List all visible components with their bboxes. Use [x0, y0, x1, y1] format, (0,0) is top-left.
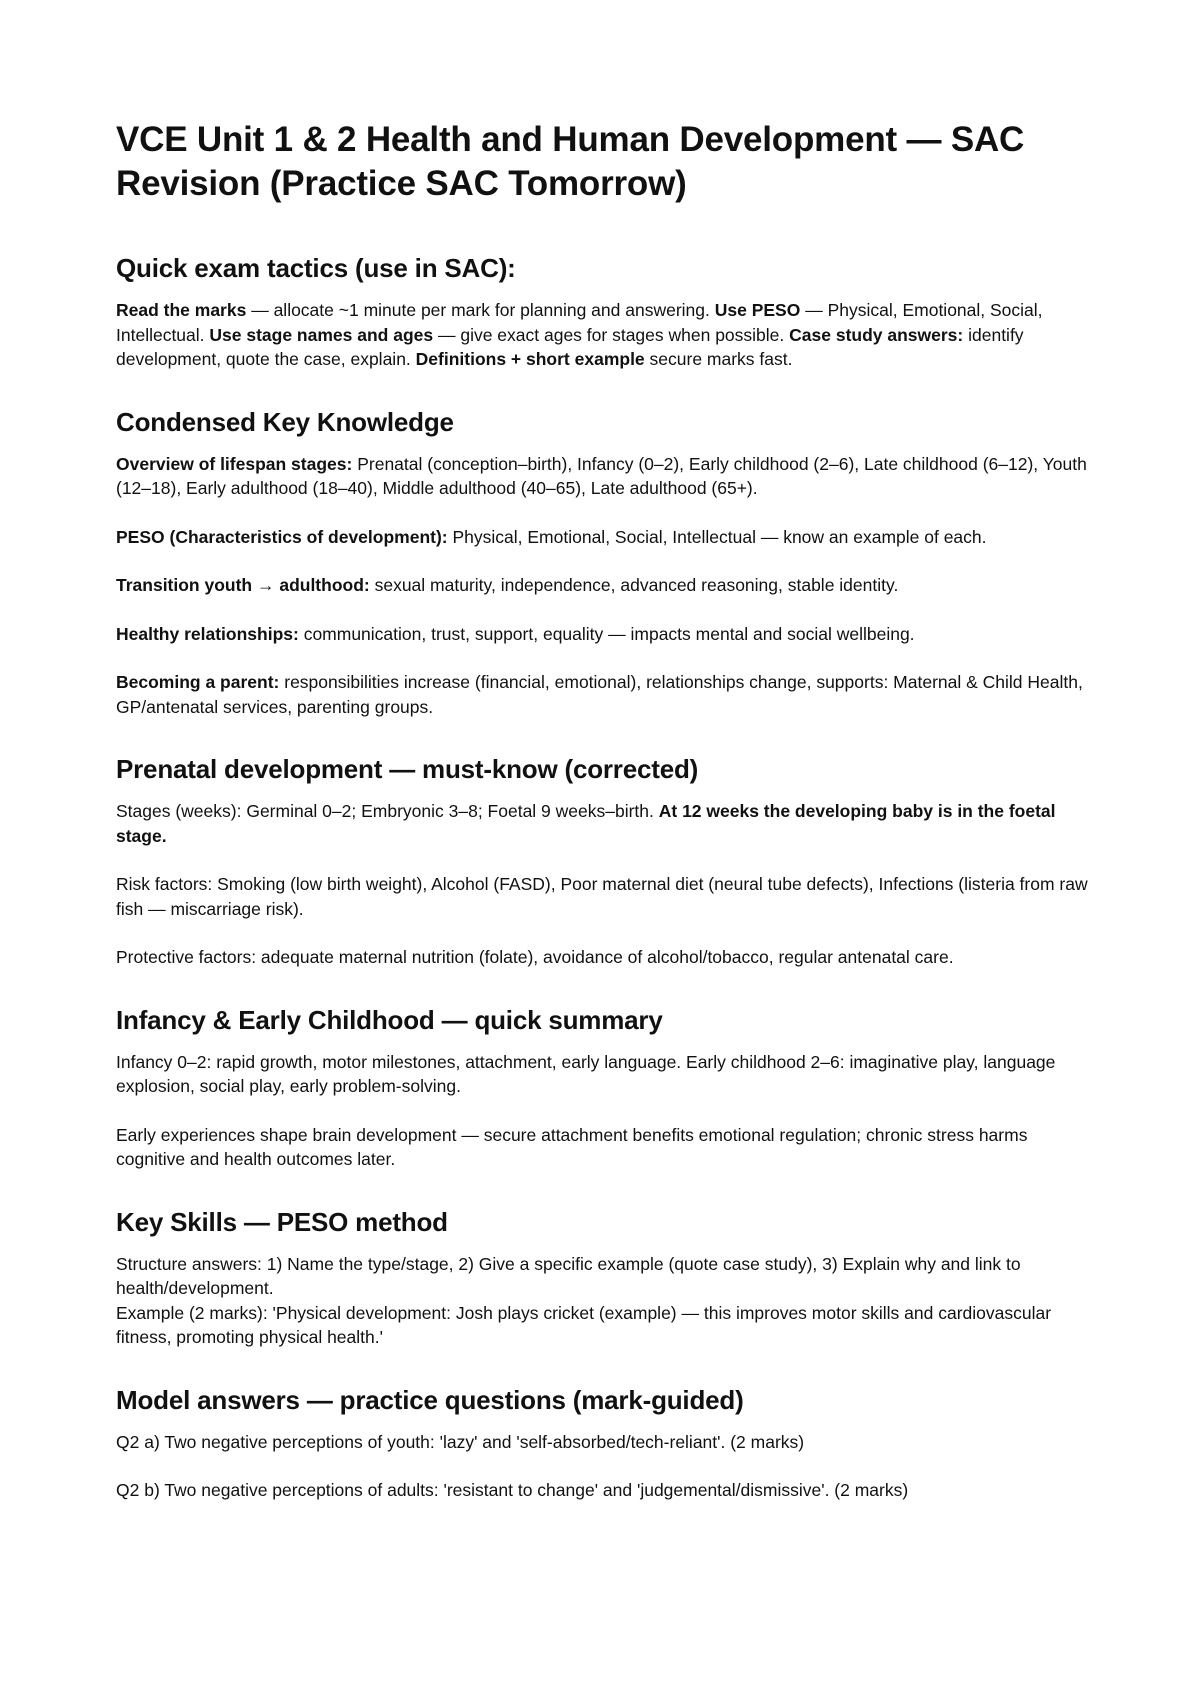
prenatal-stages-text: Stages (weeks): Germinal 0–2; Embryonic 3–8; Foetal 9 weeks–birth. [116, 801, 659, 821]
peso-paragraph [116, 525, 1090, 550]
transition-paragraph [116, 573, 1090, 598]
lifespan-paragraph [116, 452, 1090, 501]
tactics-paragraph [116, 298, 1090, 372]
definitions-label: Definitions + short example [415, 349, 645, 369]
early-experiences-paragraph: Early experiences shape brain development — secure attachment benefits emotional regulation; chronic stress harms cognitive and health outcomes later. [116, 1124, 1028, 1169]
lifespan-label: Overview of lifespan stages: [116, 453, 353, 474]
q2b-answer: Q2 b) Two negative perceptions of adults: 'resistant to change' and 'judgemental/dismissive'. (2 marks) [116, 1480, 909, 1500]
heading-prenatal: Prenatal development — must-know (corrected) [116, 754, 699, 784]
heading-model-answers: Model answers — practice questions (mark-guided) [116, 1384, 744, 1415]
document-title: VCE Unit 1 & 2 Health and Human Development — SAC Revision (Practice SAC Tomorrow) [116, 120, 1025, 203]
protective-factors-paragraph: Protective factors: adequate maternal nutrition (folate), avoidance of alcohol/tobacco, regular antenatal care. [116, 947, 954, 967]
parent-paragraph [116, 670, 1090, 719]
stages-text: — give exact ages for stages when possible. [433, 324, 790, 345]
transition-label: Transition youth → adulthood: [116, 575, 370, 595]
infancy-summary-paragraph: Infancy 0–2: rapid growth, motor milestones, attachment, early language. Early childhood 2–6: imaginative play, language explosion, social play, early problem-solving. [116, 1051, 1056, 1096]
peso-characteristics-label: PESO (Characteristics of development): [116, 526, 448, 547]
section-key-skills [116, 1206, 1090, 1350]
marks-label: Read the marks [116, 300, 247, 320]
section-model-answers [116, 1384, 1090, 1503]
lifespan-text: Prenatal (conception–birth), Infancy (0–2), Early childhood (2–6), Late childhood (6–12), Youth (12–18), Early adulthood (18–40), Middle adulthood (40–65), Late adulthood (65+). [116, 453, 1087, 498]
marks-text: — allocate ~1 minute per mark for planning and answering. [246, 300, 715, 320]
heading-exam-tactics: Quick exam tactics (use in SAC): [116, 253, 516, 283]
prenatal-stages-bold: At 12 weeks the developing baby is in the foetal stage. [116, 801, 1056, 846]
parent-text: responsibilities increase (financial, emotional), relationships change, supports: Maternal & Child Health, GP/antenatal services, parenting groups. [116, 672, 1083, 717]
relationships-label: Healthy relationships: [116, 623, 299, 644]
heading-key-knowledge: Condensed Key Knowledge [116, 406, 454, 437]
section-prenatal [116, 753, 1090, 970]
peso-label: Use PESO [714, 300, 801, 320]
section-key-knowledge [116, 406, 1090, 720]
structure-answers-paragraph: Structure answers: 1) Name the type/stage, 2) Give a specific example (quote case study), 3) Explain why and link to health/development. [116, 1253, 1021, 1298]
q2a-answer: Q2 a) Two negative perceptions of youth: 'lazy' and 'self-absorbed/tech-reliant'. (2 marks) [116, 1431, 805, 1452]
risk-factors-paragraph: Risk factors: Smoking (low birth weight), Alcohol (FASD), Poor maternal diet (neural tube defects), Infections (listeria from raw fish — miscarriage risk). [116, 874, 1088, 919]
case-study-text: identify development, quote the case, explain. [116, 324, 1024, 369]
peso-characteristics-text: Physical, Emotional, Social, Intellectual — know an example of each. [447, 526, 987, 547]
parent-label: Becoming a parent: [116, 672, 280, 692]
definitions-text: secure marks fast. [644, 349, 793, 369]
heading-infancy: Infancy & Early Childhood — quick summary [116, 1004, 663, 1035]
transition-text: sexual maturity, independence, advanced reasoning, stable identity. [369, 575, 899, 595]
case-study-label: Case study answers: [789, 324, 964, 345]
heading-key-skills: Key Skills — PESO method [116, 1206, 448, 1237]
peso-text: — Physical, Emotional, Social, Intellectual. [116, 300, 1043, 345]
relationships-text: communication, trust, support, equality — impacts mental and social wellbeing. [298, 623, 915, 644]
stages-label: Use stage names and ages [209, 324, 434, 345]
section-infancy [116, 1004, 1090, 1172]
prenatal-stages-paragraph [116, 799, 1090, 848]
section-exam-tactics [116, 252, 1090, 372]
relationships-paragraph [116, 622, 1090, 647]
example-answer-paragraph: Example (2 marks): 'Physical development: Josh plays cricket (example) — this improves motor skills and cardiovascular fitness, promoting physical health.' [116, 1302, 1052, 1347]
